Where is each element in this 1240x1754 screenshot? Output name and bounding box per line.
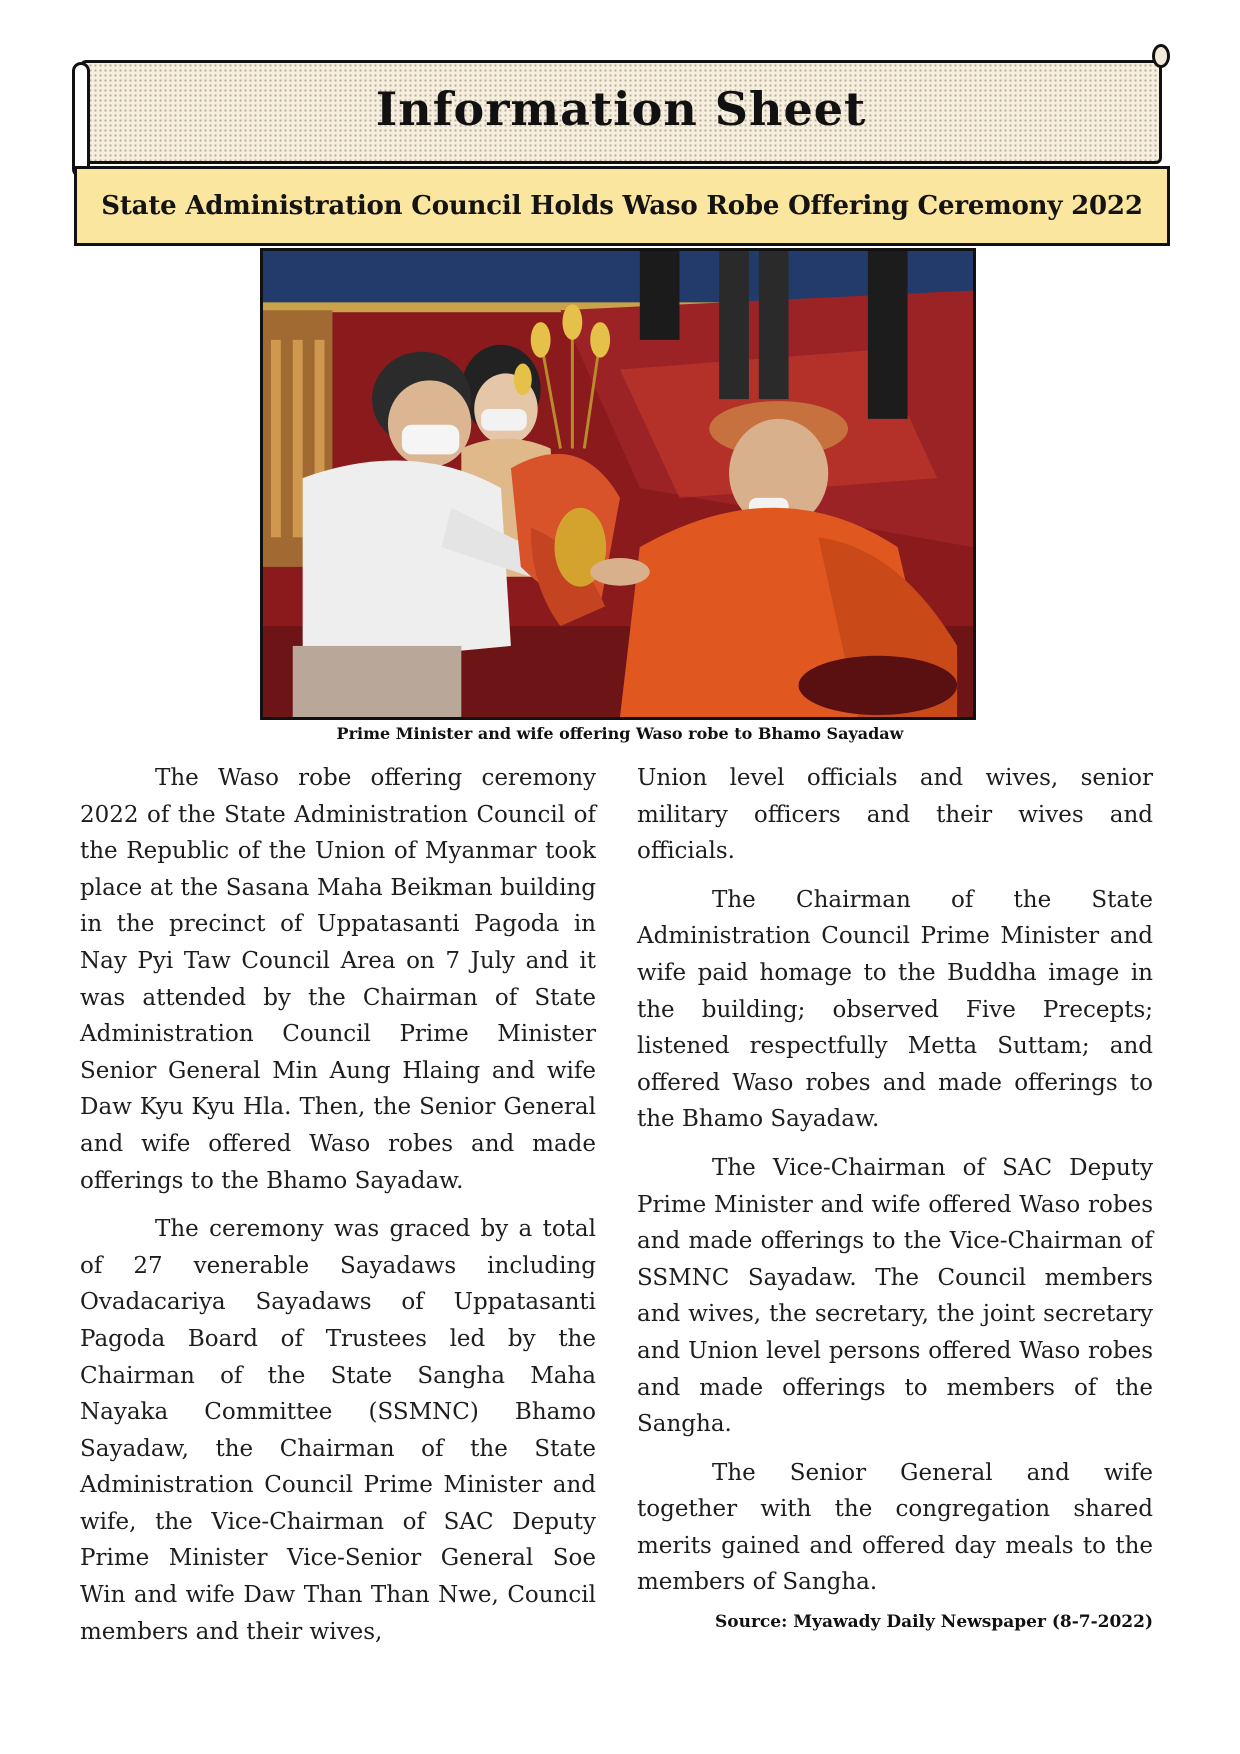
article-paragraph: The Vice-Chairman of SAC Deputy Prime Minister and wife offered Waso robes and made offerings to the Vice-Chairman of SSMNC Sayadaw. The Council members and wives, the secretary, the joint secretary and Union level persons offered Waso robes and made offerings to members of the Sangha. [637, 1154, 1153, 1438]
ceremony-photo-illustration [263, 251, 973, 717]
photo-caption: Prime Minister and wife offering Waso robe to Bhamo Sayadaw [336, 724, 904, 743]
page-title: Information Sheet [375, 82, 867, 136]
ceremony-photo [260, 248, 976, 720]
article-column-right [637, 760, 1153, 1613]
article-paragraph-continued: Union level officials and wives, senior military officers and their wives and officials. [637, 765, 1153, 865]
subtitle-box [74, 166, 1170, 246]
article-headline: State Administration Council Holds Waso Robe Offering Ceremony 2022 [101, 191, 1143, 221]
scroll-curl-right [1152, 44, 1170, 68]
article-paragraph: The Chairman of the State Administration Council Prime Minister and wife paid homage to the Buddha image in the building; observed Five Precepts; listened respectfully Metta Suttam; and offered Waso robes and made offerings to the Bhamo Sayadaw. [637, 886, 1153, 1133]
article-paragraph: The Waso robe offering ceremony 2022 of the State Administration Council of the Republic of the Union of Myanmar took place at the Sasana Maha Beikman building in the precinct of Uppatasanti Pagoda in Nay Pyi Taw Council Area on 7 July and it was attended by the Chairman of State Administration Council Prime Minister Senior General Min Aung Hlaing and wife Daw Kyu Kyu Hla. Then, the Senior General and wife offered Waso robes and made offerings to the Bhamo Sayadaw. [80, 765, 596, 1194]
article-paragraph: The ceremony was graced by a total of 27 venerable Sayadaws including Ovadacariya Sayadaws of Uppatasanti Pagoda Board of Trustees led by the Chairman of the State Sangha Maha Nayaka Committee (SSMNC) Bhamo Sayadaw, the Chairman of the State Administration Council Prime Minister and wife, the Vice-Chairman of SAC Deputy Prime Minister Vice-Senior General Soe Win and wife Daw Than Than Nwe, Council members and their wives, [80, 1216, 596, 1645]
source-credit: Source: Myawady Daily Newspaper (8-7-2022) [714, 1612, 1153, 1632]
article-paragraph: The Senior General and wife together with the congregation shared merits gained and offered day meals to the members of Sangha. [637, 1459, 1153, 1596]
article-column-left [80, 760, 596, 1662]
